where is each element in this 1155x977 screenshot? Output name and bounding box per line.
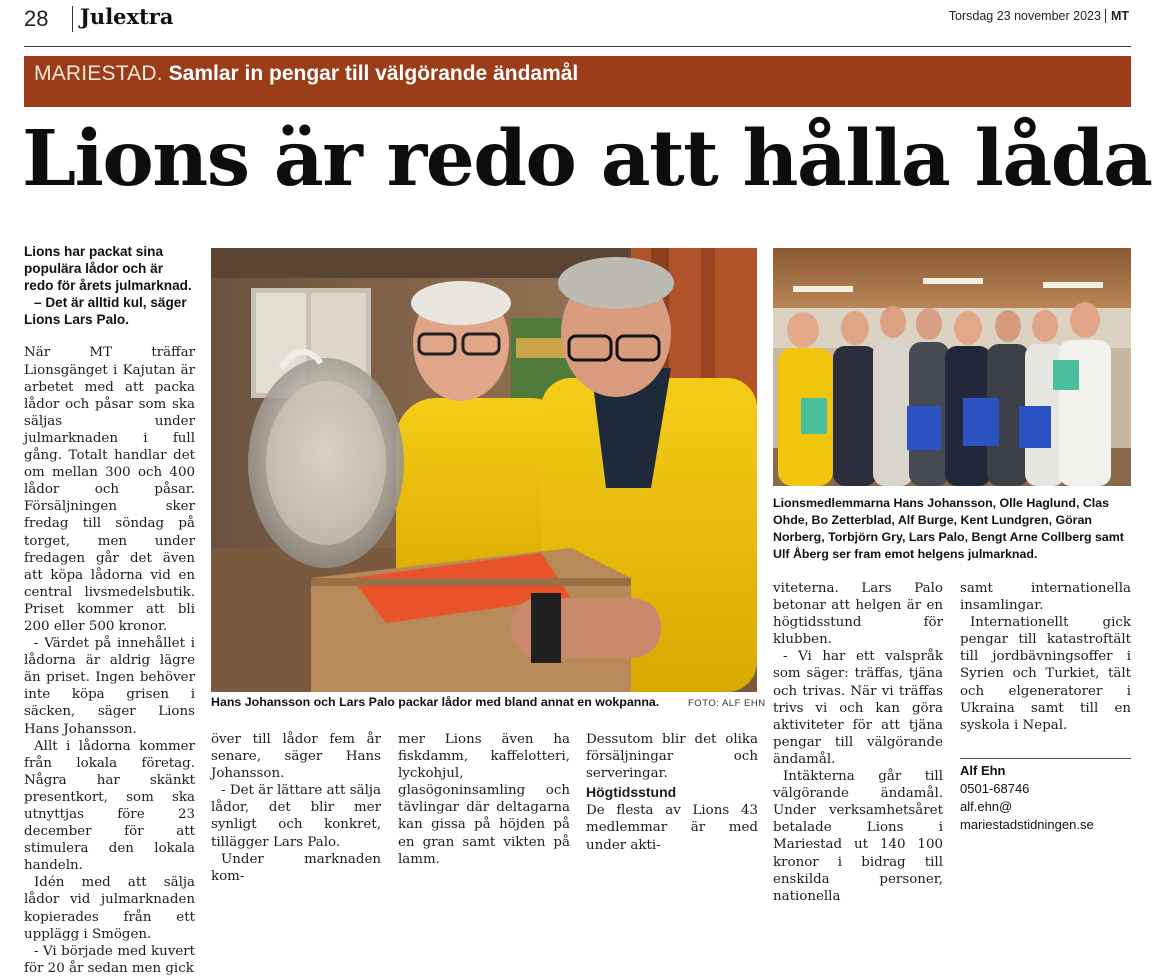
- headline: Lions är redo att hålla låda: [22, 114, 1152, 204]
- brand-logo: MT: [1105, 9, 1129, 23]
- header-divider: [72, 6, 73, 32]
- kicker: [34, 62, 578, 86]
- group-photo-image: [773, 248, 1131, 486]
- body-paragraph: Dessutom blir det olika försäljningar och serveringar.: [586, 732, 758, 782]
- body-paragraph: Internationellt gick pengar till katastroftält till jordbävningsoffer i Syrien och Turkiet, tält och elgeneratorer i Ukraina samt till en syskola i Nepal.: [960, 615, 1131, 733]
- article-column-3: [398, 731, 570, 868]
- page-number: 28: [24, 6, 49, 31]
- author-phone: 0501-68746: [960, 781, 1030, 796]
- lede-intro: Lions har packat sina populära lådor och är redo för årets julmarknad.: [24, 244, 192, 294]
- body-paragraph: viteterna. Lars Palo betonar att helgen är en högtidsstund för klubben.: [773, 581, 943, 648]
- kicker-place: MARIESTAD.: [34, 62, 163, 85]
- photo-credit: FOTO: ALF EHN: [688, 698, 766, 709]
- body-paragraph: - Värdet på innehållet i lådorna är aldrig lägre än priset. Ingen behöver inte köpa grisen i säcken, säger Lions Hans Johansson.: [24, 636, 195, 737]
- body-paragraph: Intäkterna går till välgörande ändamål. Under verksamhetsåret betalade Lions i Mariestad ut 140 100 kronor i bidrag till enskilda personer, nationella: [773, 769, 943, 904]
- byline: [960, 762, 1131, 834]
- body-paragraph: mer Lions även ha fiskdamm, kaffelotteri, lyckohjul, glasögoninsamling och tävlingar där deltagarna kan gissa på höjden på en gran samt vikten på lamm.: [398, 732, 570, 867]
- kicker-topic: Samlar in pengar till välgörande ändamål: [168, 62, 579, 85]
- author-email-line-1: alf.ehn@: [960, 799, 1013, 814]
- body-paragraph: Allt i lådorna kommer från lokala företag. Några har skänkt presentkort, som ska utnyttjas före 23 december för att stimulera den lokala handeln.: [24, 738, 195, 874]
- body-paragraph: När MT träffar Lionsgänget i Kajutan är arbetet med att packa lådor och påsar som ska säljas under julmarknaden i full gång. Totalt handlar det om mellan 300 och 400 lådor och påsar. Försäljningen sker fredag till söndag på torget, men under fredagen går det även att köpa lådorna vid en central livsmedelsbutik. Priset kommer att bli 200 eller 500 kronor.: [24, 345, 195, 634]
- header-rule: [24, 46, 1131, 47]
- author-email-line-2: mariestadstidningen.se: [960, 817, 1094, 832]
- body-paragraph: - Vi har ett valspråk som säger: träffas, tjäna och trivas. När vi träffas trivs vi och kan göra aktiviteter för att tjäna pengar till välgörande ändamål.: [773, 649, 943, 767]
- dateline: [949, 9, 1129, 23]
- body-paragraph: - Vi började med kuvert för 20 år sedan men gick: [24, 943, 195, 976]
- lede-quote: – Det är alltid kul, säger Lions Lars Palo.: [24, 295, 187, 328]
- body-paragraph: Under marknaden kom-: [211, 851, 381, 884]
- article-column-4: [586, 731, 758, 854]
- byline-rule: [960, 758, 1131, 759]
- article-column-1: [24, 243, 195, 977]
- article-column-2: [211, 731, 381, 885]
- body-paragraph: över till lådor fem år senare, säger Hans Johansson.: [211, 732, 381, 782]
- body-paragraph: Idén med att sälja lådor vid julmarknaden kopierades från ett upplägg i Smögen.: [24, 875, 195, 942]
- lede: [24, 243, 195, 328]
- main-photo-caption: Hans Johansson och Lars Palo packar lådor med bland annat en wokpanna.: [211, 695, 660, 709]
- section-title: Julextra: [80, 4, 174, 29]
- author-name: Alf Ehn: [960, 763, 1006, 778]
- issue-date: Torsdag 23 november 2023: [948, 9, 1101, 23]
- group-photo: [773, 248, 1131, 486]
- main-photo: [211, 248, 757, 692]
- body-paragraph: - Det är lättare att sälja lådor, det blir mer synligt och konkret, tillägger Lars Palo.: [211, 783, 381, 850]
- subheading: Högtidsstund: [586, 784, 677, 801]
- article-column-6: [960, 580, 1131, 734]
- group-photo-caption: Lionsmedlemmarna Hans Johansson, Olle Haglund, Clas Ohde, Bo Zetterblad, Alf Burge, Kent Lundgren, Göran Norberg, Torbjörn Gry, Lars Palo, Bengt Arne Collberg samt Ulf Åberg ser fram emot helgens julmarknad.: [773, 496, 1124, 561]
- body-paragraph: De flesta av Lions 43 medlemmar är med under akti-: [586, 803, 758, 853]
- body-paragraph: samt internationella insamlingar.: [960, 581, 1131, 614]
- main-photo-image: [211, 248, 757, 692]
- article-column-5: [773, 580, 943, 905]
